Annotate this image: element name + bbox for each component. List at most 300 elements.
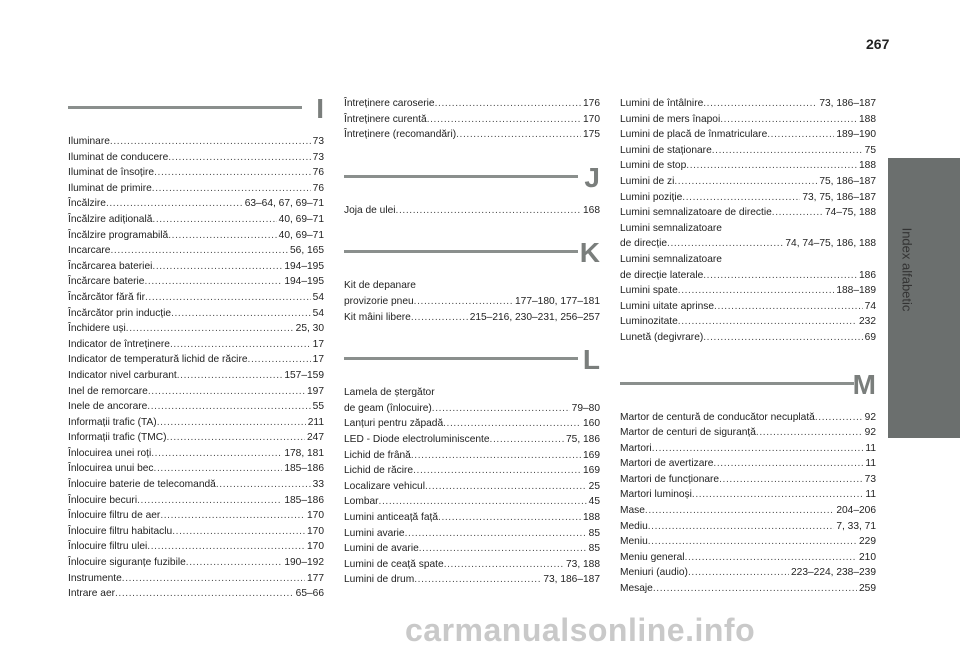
index-entry xyxy=(620,581,876,597)
entry-pages: 73 xyxy=(312,151,324,163)
entry-pages: 190–192 xyxy=(284,557,324,569)
dot-leader xyxy=(147,539,305,555)
entry-pages: 73, 75, 186–187 xyxy=(802,191,876,203)
entry-pages: 75, 186 xyxy=(566,433,600,445)
entry-pages: 65–66 xyxy=(295,588,324,600)
entry-term: Închidere uși xyxy=(68,323,126,335)
dot-leader xyxy=(712,143,863,159)
index-entry xyxy=(68,399,324,415)
dot-leader xyxy=(152,259,282,275)
entry-term: Înlocuirea unui bec xyxy=(68,463,154,475)
entry-term: Lumini de placă de înmatriculare xyxy=(620,129,768,141)
entry-term: Indicator de întreținere xyxy=(68,338,170,350)
dot-leader xyxy=(456,127,581,143)
entry-pages: 56, 165 xyxy=(290,245,324,257)
entry-term: Înlocuire filtru ulei xyxy=(68,541,148,553)
dot-leader xyxy=(137,493,282,509)
entry-pages: 73, 186–187 xyxy=(819,98,876,109)
index-entry xyxy=(620,550,876,566)
index-entry xyxy=(620,565,876,581)
dot-leader xyxy=(678,283,835,299)
index-entry xyxy=(620,314,876,330)
index-entry xyxy=(620,127,876,143)
section-letter: L xyxy=(582,344,600,376)
dot-leader xyxy=(168,150,310,166)
entry-pages: 185–186 xyxy=(284,463,324,475)
index-entry xyxy=(344,572,600,588)
dot-leader xyxy=(168,228,276,244)
index-entry xyxy=(620,472,876,488)
entry-pages: 223–224, 238–239 xyxy=(791,567,876,579)
entry-term: Lumini anticeață față xyxy=(344,511,439,523)
entry-pages: 7, 33, 71 xyxy=(836,520,876,532)
index-entry xyxy=(68,306,324,322)
entry-pages: 17 xyxy=(312,354,324,366)
dot-leader xyxy=(248,352,311,368)
dot-leader xyxy=(713,456,863,472)
index-entry xyxy=(344,203,600,219)
dot-leader xyxy=(815,410,863,426)
entry-term: Informații trafic (TA) xyxy=(68,416,157,428)
entry-term: Iluminat de însoțire xyxy=(68,167,155,179)
entry-pages: 40, 69–71 xyxy=(278,229,324,241)
entry-term: Încălzire xyxy=(68,198,106,210)
dot-leader xyxy=(411,310,468,326)
entry-term: Lumini de stop xyxy=(620,160,687,172)
entry-term: Încărcare baterie xyxy=(68,276,145,288)
dot-leader xyxy=(110,134,311,150)
entry-term: Mesaje xyxy=(620,583,653,595)
entry-pages: 85 xyxy=(588,527,600,539)
dot-leader xyxy=(719,472,863,488)
section-letter: I xyxy=(316,93,324,124)
entry-term: Lumini de mers înapoi xyxy=(620,113,721,125)
dot-leader xyxy=(414,294,513,310)
entry-pages: 170 xyxy=(307,541,324,553)
index-entry xyxy=(68,415,324,431)
entry-pages: 211 xyxy=(307,416,324,428)
index-entry xyxy=(344,294,600,310)
index-column-3 xyxy=(620,96,876,597)
entry-term: Întreținere (recomandări) xyxy=(344,129,457,141)
index-entry-list xyxy=(620,410,876,597)
entry-term: Lumini de zi xyxy=(620,175,675,187)
entry-term: Mase xyxy=(620,505,645,517)
dot-leader xyxy=(667,236,783,252)
index-entry xyxy=(620,487,876,503)
entry-pages: 54 xyxy=(312,307,324,319)
index-entry xyxy=(344,96,600,112)
index-entry-list xyxy=(344,96,600,143)
index-entry xyxy=(344,310,600,326)
entry-pages: 73, 188 xyxy=(566,558,600,570)
entry-pages: 75 xyxy=(864,144,876,156)
header-rule xyxy=(344,175,578,178)
entry-term: Înlocuirea unei roți xyxy=(68,447,152,459)
entry-pages: 170 xyxy=(307,525,324,537)
entry-term: Lumini de întâlnire xyxy=(620,98,704,109)
dot-leader xyxy=(147,399,310,415)
entry-term: de direcție laterale xyxy=(620,269,704,281)
index-entry-label: Kit de depanare xyxy=(344,280,416,292)
index-entry xyxy=(68,539,324,555)
entry-pages: 73, 186–187 xyxy=(543,574,600,586)
entry-pages: 157–159 xyxy=(284,369,324,381)
entry-pages: 11 xyxy=(865,442,876,454)
index-column-2 xyxy=(344,96,600,588)
index-entry xyxy=(68,243,324,259)
index-entry xyxy=(68,571,324,587)
index-entry xyxy=(68,493,324,509)
index-entry xyxy=(344,127,600,143)
dot-leader xyxy=(405,526,587,542)
dot-leader xyxy=(115,586,294,602)
entry-pages: 178, 181 xyxy=(284,447,324,459)
entry-term: Lumini poziție xyxy=(620,191,683,203)
entry-pages: 73 xyxy=(312,136,324,147)
index-entry xyxy=(620,158,876,174)
entry-term: Instrumente xyxy=(68,572,122,584)
dot-leader xyxy=(145,290,311,306)
dot-leader xyxy=(154,165,311,181)
entry-pages: 169 xyxy=(583,449,600,461)
dot-leader xyxy=(686,158,857,174)
entry-pages: 11 xyxy=(865,458,876,470)
dot-leader xyxy=(177,368,283,384)
entry-pages: 175 xyxy=(583,129,600,141)
entry-term: Încărcarea bateriei xyxy=(68,260,153,272)
index-entry xyxy=(68,477,324,493)
dot-leader xyxy=(154,461,283,477)
dot-leader xyxy=(703,268,857,284)
index-entry xyxy=(68,446,324,462)
dot-leader xyxy=(216,477,311,493)
index-entry xyxy=(68,150,324,166)
entry-term: Mediu xyxy=(620,520,648,532)
dot-leader xyxy=(396,203,581,219)
index-entry xyxy=(68,321,324,337)
entry-term: Lombar xyxy=(344,496,379,508)
entry-term: Iluminare xyxy=(68,136,110,147)
index-column-1 xyxy=(68,93,324,602)
entry-term: Incarcare xyxy=(68,245,111,257)
header-rule xyxy=(68,106,302,109)
dot-leader xyxy=(411,448,581,464)
entry-term: Încălzire programabilă xyxy=(68,229,169,241)
dot-leader xyxy=(703,330,862,346)
entry-pages: 210 xyxy=(859,551,876,563)
entry-pages: 40, 69–71 xyxy=(278,213,324,225)
entry-pages: 259 xyxy=(859,583,876,595)
dot-leader xyxy=(772,205,823,221)
index-entry xyxy=(620,96,876,112)
index-entry-list xyxy=(620,96,876,346)
entry-term: Kit mâini libere xyxy=(344,311,411,323)
index-entry xyxy=(68,337,324,353)
entry-pages: 186 xyxy=(859,269,876,281)
dot-leader xyxy=(678,314,857,330)
index-entry xyxy=(68,228,324,244)
dot-leader xyxy=(148,384,305,400)
index-entry xyxy=(620,441,876,457)
dot-leader xyxy=(435,96,581,112)
entry-pages: 69 xyxy=(864,331,876,343)
index-entry xyxy=(620,503,876,519)
entry-term: Lumini spate xyxy=(620,285,678,297)
dot-leader xyxy=(720,112,857,128)
entry-term: Martor de centuri de siguranță xyxy=(620,427,756,439)
entry-term: Meniu xyxy=(620,536,648,548)
index-entry xyxy=(620,236,876,252)
header-rule xyxy=(344,250,578,253)
entry-term: provizorie pneu xyxy=(344,295,414,307)
index-entry xyxy=(68,259,324,275)
header-rule xyxy=(620,382,854,385)
letter-header-j xyxy=(344,161,600,201)
dot-leader xyxy=(152,212,276,228)
entry-pages: 177 xyxy=(307,572,324,584)
entry-pages: 197 xyxy=(307,385,324,397)
entry-term: Joja de ulei xyxy=(344,204,396,216)
index-entry xyxy=(620,283,876,299)
index-entry-list xyxy=(344,278,600,325)
entry-term: Încărcător prin inducție xyxy=(68,307,172,319)
dot-leader xyxy=(714,299,863,315)
entry-term: Lumini de staționare xyxy=(620,144,712,156)
dot-leader xyxy=(425,479,587,495)
entry-term: Martori de avertizare xyxy=(620,458,714,470)
dot-leader xyxy=(674,174,817,190)
watermark: carmanualsonline.info xyxy=(405,612,756,648)
entry-term: Iluminat de primire xyxy=(68,182,152,194)
index-entry xyxy=(620,205,876,221)
entry-term: Martori de funcționare xyxy=(620,473,720,485)
entry-term: de geam (înlocuire) xyxy=(344,402,432,414)
dot-leader xyxy=(685,550,857,566)
dot-leader xyxy=(692,487,864,503)
entry-term: Lumini uitate aprinse xyxy=(620,300,715,312)
dot-leader xyxy=(682,190,800,206)
index-entry xyxy=(68,508,324,524)
entry-pages: 194–195 xyxy=(284,260,324,272)
dot-leader xyxy=(432,401,570,417)
entry-pages: 45 xyxy=(588,496,600,508)
entry-term: Înlocuire siguranțe fuzibile xyxy=(68,557,186,569)
index-entry xyxy=(620,143,876,159)
entry-term: Meniuri (audio) xyxy=(620,567,688,579)
index-entry xyxy=(620,456,876,472)
dot-leader xyxy=(122,571,305,587)
dot-leader xyxy=(157,415,306,431)
index-entry xyxy=(68,212,324,228)
dot-leader xyxy=(427,112,581,128)
entry-term: Întreținere curentă xyxy=(344,113,427,125)
index-entry xyxy=(344,416,600,432)
entry-pages: 55 xyxy=(312,401,324,413)
entry-pages: 185–186 xyxy=(284,494,324,506)
entry-term: Lumini de avarie xyxy=(344,543,419,555)
entry-pages: 54 xyxy=(312,291,324,303)
index-entry-label: Lumini semnalizatoare xyxy=(620,253,722,265)
index-entry xyxy=(620,534,876,550)
dot-leader xyxy=(170,337,311,353)
entry-term: Înlocuire baterie de telecomandă xyxy=(68,479,216,491)
entry-term: Înlocuire filtru de aer xyxy=(68,510,161,522)
index-entry xyxy=(344,494,600,510)
dot-leader xyxy=(438,510,581,526)
entry-pages: 75, 186–187 xyxy=(819,175,876,187)
letter-header-m xyxy=(620,368,876,408)
entry-pages: 169 xyxy=(583,465,600,477)
letter-header-k xyxy=(344,237,600,276)
dot-leader xyxy=(413,463,581,479)
section-letter: J xyxy=(584,161,600,193)
letter-header-l xyxy=(344,344,600,383)
entry-term: Indicator nivel carburant xyxy=(68,369,177,381)
entry-term: Localizare vehicul xyxy=(344,480,425,492)
entry-pages: 63–64, 67, 69–71 xyxy=(244,198,324,210)
entry-term: Lumini de drum xyxy=(344,574,415,586)
entry-pages: 92 xyxy=(864,411,876,423)
entry-term: LED - Diode electroluminiscente xyxy=(344,433,490,445)
dot-leader xyxy=(110,243,288,259)
index-entry-label: Lumini semnalizatoare xyxy=(620,222,722,234)
entry-term: Lanțuri pentru zăpadă xyxy=(344,418,444,430)
index-entry xyxy=(68,524,324,540)
dot-leader xyxy=(419,541,587,557)
index-entry xyxy=(620,174,876,190)
index-entry-label: Lamela de ștergător xyxy=(344,387,435,399)
entry-term: Lichid de răcire xyxy=(344,465,414,477)
dot-leader xyxy=(688,565,789,581)
dot-leader xyxy=(645,503,834,519)
dot-leader xyxy=(653,581,857,597)
entry-pages: 79–80 xyxy=(571,402,600,414)
dot-leader xyxy=(414,572,541,588)
entry-pages: 17 xyxy=(312,338,324,350)
section-title: Index alfabetic xyxy=(899,227,915,312)
entry-pages: 168 xyxy=(583,204,600,216)
entry-pages: 73 xyxy=(864,473,876,485)
dot-leader xyxy=(379,494,587,510)
index-entry xyxy=(68,274,324,290)
entry-term: Indicator de temperatură lichid de răcire xyxy=(68,354,248,366)
dot-leader xyxy=(126,321,294,337)
index-entry xyxy=(68,352,324,368)
entry-pages: 160 xyxy=(583,418,600,430)
entry-term: Inel de remorcare xyxy=(68,385,148,397)
index-entry xyxy=(344,448,600,464)
entry-term: Martor de centură de conducător necuplată xyxy=(620,411,815,423)
entry-pages: 188 xyxy=(859,160,876,172)
dot-leader xyxy=(767,127,834,143)
index-entry xyxy=(620,410,876,426)
dot-leader xyxy=(648,534,857,550)
index-entry xyxy=(68,196,324,212)
entry-pages: 170 xyxy=(307,510,324,522)
index-entry-list xyxy=(344,385,600,588)
dot-leader xyxy=(648,519,835,535)
section-letter: K xyxy=(579,237,600,269)
index-entry xyxy=(68,134,324,150)
section-letter: M xyxy=(852,368,876,400)
dot-leader xyxy=(144,274,282,290)
index-entry xyxy=(344,463,600,479)
dot-leader xyxy=(160,508,305,524)
entry-pages: 76 xyxy=(312,167,324,179)
entry-pages: 25, 30 xyxy=(295,323,324,335)
entry-term: Martori luminoși xyxy=(620,489,692,501)
index-entry-list xyxy=(68,134,324,602)
entry-pages: 176 xyxy=(583,98,600,109)
entry-pages: 232 xyxy=(859,316,876,328)
index-entry xyxy=(344,432,600,448)
index-entry xyxy=(68,555,324,571)
entry-pages: 170 xyxy=(583,113,600,125)
dot-leader xyxy=(172,524,305,540)
entry-term: Luminozitate xyxy=(620,316,678,328)
entry-pages: 25 xyxy=(588,480,600,492)
index-entry-list xyxy=(344,203,600,219)
index-entry xyxy=(68,368,324,384)
index-entry xyxy=(620,519,876,535)
index-entry xyxy=(68,461,324,477)
index-entry xyxy=(620,268,876,284)
index-entry xyxy=(344,401,600,417)
index-entry xyxy=(68,290,324,306)
entry-term: Încălzire adițională xyxy=(68,213,153,225)
entry-term: de direcție xyxy=(620,238,668,250)
dot-leader xyxy=(652,441,864,457)
entry-term: Lunetă (degivrare) xyxy=(620,331,704,343)
index-entry xyxy=(620,330,876,346)
entry-term: Întreținere caroserie xyxy=(344,98,435,109)
entry-pages: 85 xyxy=(588,543,600,555)
dot-leader xyxy=(756,425,863,441)
entry-term: Lumini semnalizatoare de directie xyxy=(620,207,772,219)
dot-leader xyxy=(166,430,305,446)
entry-pages: 204–206 xyxy=(836,505,876,517)
entry-pages: 33 xyxy=(312,479,324,491)
dot-leader xyxy=(444,557,564,573)
dot-leader xyxy=(443,416,581,432)
entry-term: Inele de ancorare xyxy=(68,401,148,413)
index-entry xyxy=(344,541,600,557)
index-entry xyxy=(344,510,600,526)
entry-pages: 11 xyxy=(865,489,876,501)
entry-pages: 188–189 xyxy=(836,285,876,297)
index-entry xyxy=(344,112,600,128)
page-number: 267 xyxy=(866,36,890,52)
entry-term: Înlocuire filtru habitaclu xyxy=(68,525,173,537)
entry-pages: 189–190 xyxy=(836,129,876,141)
entry-term: Lichid de frână xyxy=(344,449,411,461)
index-entry xyxy=(68,165,324,181)
entry-term: Informații trafic (TMC) xyxy=(68,432,167,444)
index-entry xyxy=(620,112,876,128)
entry-pages: 247 xyxy=(307,432,324,444)
entry-term: Meniu general xyxy=(620,551,685,563)
entry-pages: 188 xyxy=(583,511,600,523)
dot-leader xyxy=(151,446,282,462)
entry-pages: 215–216, 230–231, 256–257 xyxy=(469,311,600,323)
dot-leader xyxy=(152,181,311,197)
letter-header-i xyxy=(68,93,324,132)
index-entry xyxy=(620,299,876,315)
index-entry xyxy=(68,430,324,446)
entry-pages: 74 xyxy=(864,300,876,312)
entry-pages: 229 xyxy=(859,536,876,548)
